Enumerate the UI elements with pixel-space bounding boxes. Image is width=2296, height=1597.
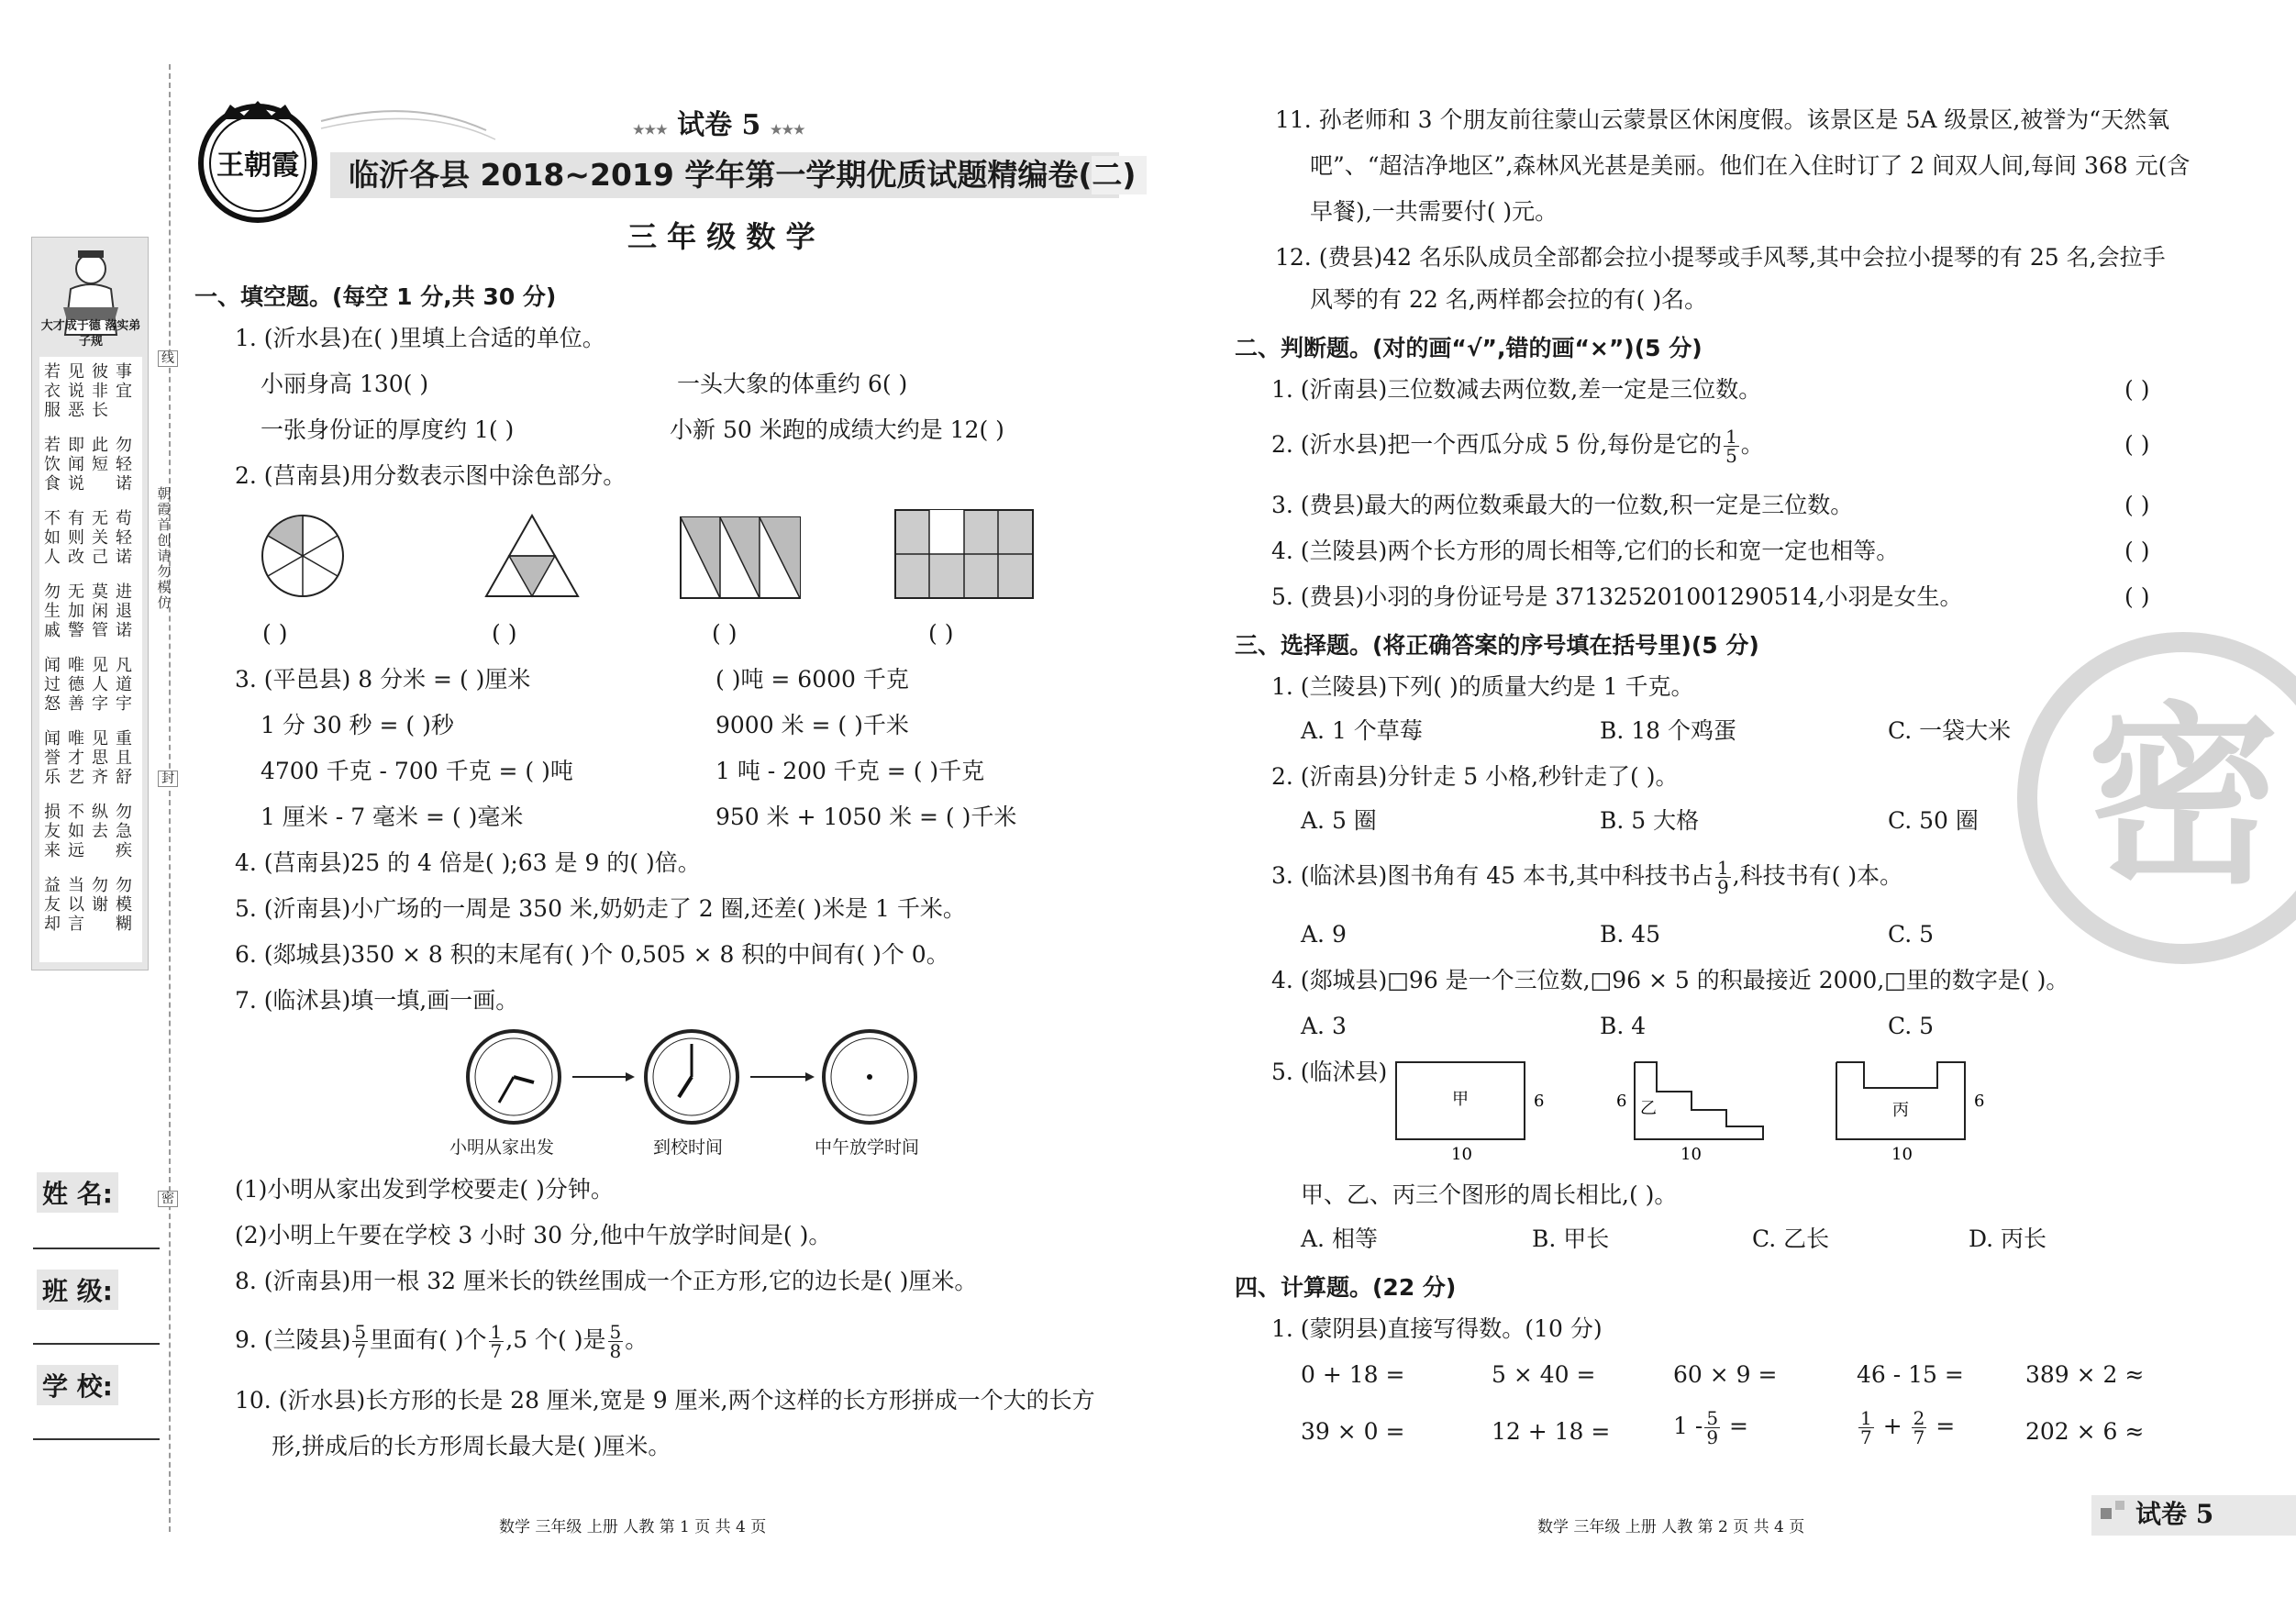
numerator: 1 [490, 1321, 503, 1343]
motto-col: 莫闲管 [92, 582, 108, 640]
class-label: 班 级: [37, 1270, 118, 1310]
q7a: (1)小明从家出发到学校要走( )分钟。 [235, 1176, 614, 1203]
clock2-label: 到校时间 [653, 1137, 724, 1158]
calc-item: 60 × 9 = [1673, 1361, 1778, 1388]
denominator: 5 [1725, 445, 1737, 467]
numerator: 1 [1860, 1407, 1872, 1429]
motto-col: 闻过怒 [44, 656, 61, 714]
name-label: 姓 名: [37, 1172, 118, 1213]
c5-question: 甲、乙、丙三个图形的周长相比,( )。 [1301, 1181, 1678, 1208]
c2-option-b[interactable]: B. 5 大格 [1600, 807, 1700, 834]
q9-part-a: 里面有( )个 [370, 1326, 487, 1353]
calc-item: 5 × 40 = [1492, 1361, 1596, 1388]
q9-end: 。 [625, 1326, 649, 1353]
c4-option-b[interactable]: B. 4 [1600, 1013, 1647, 1039]
motto-col: 勿生戚 [44, 582, 61, 640]
clock-arrive [646, 1031, 738, 1123]
motto-col: 无加警 [68, 582, 84, 640]
clock-sequence [459, 1026, 954, 1136]
calc-item: 202 × 6 ≈ [2025, 1418, 2145, 1445]
c3-option-b[interactable]: B. 45 [1600, 921, 1661, 948]
q12b: 风琴的有 22 名,两样都会拉的有( )名。 [1310, 286, 1708, 313]
brand-name: 王朝霞 [216, 150, 299, 182]
fraction-1-5 [1724, 427, 1739, 465]
footer-left: 数学 三年级 上册 人教 第 1 页 共 4 页 [499, 1518, 767, 1536]
binding-mark-secret: 密 [158, 1191, 178, 1207]
motto-col: 不如远 [68, 803, 84, 860]
star-decor: ★★★ [633, 123, 668, 138]
c3-text-end: ,科技书有( )本。 [1732, 862, 1903, 889]
j3: 3. (费县)最大的两位数乘最大的一位数,积一定是三位数。 [1271, 492, 1854, 518]
q1b: 一头大象的体重约 6( ) [677, 371, 908, 397]
q1a: 小丽身高 130( ) [261, 371, 429, 397]
q3: 3. (平邑县) 8 分米 = ( )厘米 [235, 666, 531, 693]
motto-columns [39, 357, 142, 962]
motto-col: 若饮食 [44, 436, 61, 494]
star-decor: ★★★ [770, 123, 805, 138]
calc-prefix: 1 - [1673, 1413, 1703, 1439]
motto-col: 即闻说 [68, 436, 84, 494]
equals: = [1729, 1413, 1748, 1439]
motto-col: 进退诺 [116, 582, 132, 640]
binding-mark-seal: 封 [158, 771, 178, 787]
numerator: 5 [354, 1321, 367, 1343]
j1-answer[interactable]: ( ) [2124, 376, 2150, 403]
corner-tag: 试卷 5 [2135, 1499, 2214, 1529]
motto-col: 闻誉乐 [44, 729, 61, 787]
motto-col: 当以言 [68, 876, 84, 934]
denominator: 9 [1716, 876, 1729, 898]
binding-mark-line: 线 [158, 350, 178, 367]
figure-circle [262, 516, 343, 596]
clock-depart [468, 1031, 560, 1123]
q1c: 一张身份证的厚度约 1( ) [261, 416, 515, 443]
clock1-label: 小明从家出发 [449, 1137, 555, 1158]
c1-option-c[interactable]: C. 一袋大米 [1888, 717, 2012, 744]
school-label: 学 校: [37, 1365, 118, 1405]
denominator: 9 [1706, 1426, 1719, 1448]
c1-option-a[interactable]: A. 1 个草莓 [1301, 717, 1423, 744]
section-calc: 四、计算题。(22 分) [1235, 1274, 1457, 1301]
c5-shapes [1385, 1055, 2027, 1165]
dim-width: 10 [1680, 1145, 1702, 1164]
fraction-5-7 [352, 1323, 368, 1360]
c1: 1. (兰陵县)下列( )的质量大约是 1 千克。 [1271, 673, 1694, 700]
motto-col: 勿轻诺 [116, 436, 132, 494]
motto-panel [31, 237, 149, 970]
dim-width: 10 [1451, 1145, 1472, 1164]
q10b: 形,拼成后的长方形周长最大是( )厘米。 [272, 1433, 671, 1459]
c3-text: 3. (临沭县)图书角有 45 本书,其中科技书占 [1271, 862, 1714, 889]
c3 [1271, 859, 1902, 896]
q2-figures [257, 505, 1046, 605]
c5: 5. (临沭县) [1271, 1059, 1388, 1085]
q3c: 9000 米 = ( )千米 [715, 712, 909, 738]
c5-option-a[interactable]: A. 相等 [1301, 1225, 1378, 1252]
c3-option-a[interactable]: A. 9 [1301, 921, 1347, 948]
numerator: 1 [1725, 426, 1737, 448]
j4-answer[interactable]: ( ) [2124, 538, 2150, 564]
fraction-2-7 [1912, 1409, 1927, 1447]
figure-triangle [486, 516, 578, 596]
q2-answer-1[interactable]: ( ) [262, 620, 288, 647]
corner-square-icon [2115, 1501, 2124, 1510]
c2: 2. (沂南县)分针走 5 小格,秒针走了( )。 [1271, 763, 1679, 790]
j1: 1. (沂南县)三位数减去两位数,差一定是三位数。 [1271, 376, 1762, 403]
motto-col: 损友来 [44, 803, 61, 860]
j3-answer[interactable]: ( ) [2124, 492, 2150, 518]
c2-option-c[interactable]: C. 50 圈 [1888, 807, 1979, 834]
figure-striped-rect [681, 517, 800, 598]
plus: + [1882, 1413, 1902, 1439]
motto-title: 大才成于德 落实弟子规 [40, 319, 141, 349]
class-field[interactable] [33, 1343, 160, 1345]
section-fill-blank: 一、填空题。(每空 1 分,共 30 分) [194, 283, 557, 310]
c4-option-a[interactable]: A. 3 [1301, 1013, 1347, 1039]
j2 [1271, 427, 1764, 465]
denominator: 7 [1913, 1426, 1925, 1448]
fraction-1-7 [489, 1323, 505, 1360]
denominator: 7 [490, 1340, 503, 1362]
calc-item: 46 - 15 = [1857, 1361, 1964, 1388]
shape-yi [1616, 1062, 1763, 1164]
school-field[interactable] [33, 1438, 160, 1440]
fraction-5-8 [608, 1323, 624, 1360]
motto-col: 勿谢 [92, 876, 108, 915]
name-field[interactable] [33, 1248, 160, 1249]
clock3-label: 中午放学时间 [815, 1137, 920, 1158]
q7b: (2)小明上午要在学校 3 小时 30 分,他中午放学时间是( )。 [235, 1222, 832, 1248]
motto-col: 无关己 [92, 509, 108, 567]
numerator: 2 [1913, 1407, 1925, 1429]
motto-col: 益友却 [44, 876, 61, 934]
q7: 7. (临沭县)填一填,画一画。 [235, 987, 519, 1014]
q6: 6. (郯城县)350 × 8 积的末尾有( )个 0,505 × 8 积的中间有( )个 0。 [235, 941, 949, 968]
exam-title: 临沂各县 2018~2019 学年第一学期优质试题精编卷(二) [349, 157, 1137, 193]
motto-col: 彼非长 [92, 362, 108, 420]
shape-yi-label: 乙 [1640, 1099, 1657, 1118]
c5-option-c[interactable]: C. 乙长 [1752, 1225, 1830, 1252]
q8: 8. (沂南县)用一根 32 厘米长的铁丝围成一个正方形,它的边长是( )厘米。 [235, 1268, 978, 1294]
motto-col: 见说恶 [68, 362, 84, 420]
figure-grid [895, 510, 1033, 598]
q3b: 1 分 30 秒 = ( )秒 [261, 712, 454, 738]
q3e: 1 吨 - 200 千克 = ( )千克 [715, 758, 985, 784]
stamp-text: 密 [2086, 683, 2280, 910]
q3f: 1 厘米 - 7 毫米 = ( )毫米 [261, 804, 524, 830]
motto-col: 见人字 [92, 656, 108, 714]
c4: 4. (郯城县)□96 是一个三位数,□96 × 5 的积最接近 2000,□里的数字是( )。 [1271, 967, 2069, 993]
j2-end: 。 [1740, 431, 1764, 458]
calc-item: 0 + 18 = [1301, 1361, 1405, 1388]
q11b: 吧”、“超洁净地区”,森林风光甚是美丽。他们在入住时订了 2 间双人间,每间 368 元(含 [1310, 152, 2191, 179]
side-note: 朝霞首创 请勿模仿 [157, 485, 172, 611]
shape-jia [1396, 1062, 1544, 1164]
c1-option-b[interactable]: B. 18 个鸡蛋 [1600, 717, 1737, 744]
q3a: ( )吨 = 6000 千克 [715, 666, 909, 693]
motto-col: 见思齐 [92, 729, 108, 787]
motto-col: 唯德善 [68, 656, 84, 714]
motto-col: 勿模糊 [116, 876, 132, 934]
q2-answer-2[interactable]: ( ) [492, 620, 517, 647]
q4: 4. (莒南县)25 的 4 倍是( );63 是 9 的( )倍。 [235, 849, 701, 876]
motto-col: 苟轻诺 [116, 509, 132, 567]
q12: 12. (费县)42 名乐队成员全部都会拉小提琴或手风琴,其中会拉小提琴的有 25 名,会拉手 [1275, 244, 2166, 271]
motto-col: 事宜 [116, 362, 132, 401]
motto-col: 有则改 [68, 509, 84, 567]
k1: 1. (蒙阴县)直接写得数。(10 分) [1271, 1315, 1603, 1342]
j4: 4. (兰陵县)两个长方形的周长相等,它们的长和宽一定也相等。 [1271, 538, 1900, 564]
fraction-1-9 [1715, 859, 1731, 896]
c5-option-d[interactable]: D. 丙长 [1969, 1225, 2047, 1252]
calc-item: 389 × 2 ≈ [2025, 1361, 2145, 1388]
c2-option-a[interactable]: A. 5 圈 [1301, 807, 1377, 834]
q5: 5. (沂南县)小广场的一周是 350 米,奶奶走了 2 圈,还差( )米是 1 千米。 [235, 895, 966, 922]
fraction-5-9 [1704, 1409, 1720, 1447]
numerator: 5 [1706, 1407, 1719, 1429]
binding-dash-line [169, 64, 171, 1532]
c3-option-c[interactable]: C. 5 [1888, 921, 1935, 948]
j5-answer[interactable]: ( ) [2124, 583, 2150, 610]
q9-prefix: 9. (兰陵县) [235, 1326, 351, 1353]
shape-jia-label: 甲 [1452, 1090, 1469, 1109]
calc-frac-plus [1857, 1409, 1955, 1447]
c4-option-c[interactable]: C. 5 [1888, 1013, 1935, 1039]
paper-tag-text: 试卷 5 [677, 109, 761, 141]
dim-height: 6 [1974, 1092, 1985, 1111]
motto-col: 唯才艺 [68, 729, 84, 787]
motto-col: 凡道宇 [116, 656, 132, 714]
motto-col: 不如人 [44, 509, 61, 567]
calc-item: 39 × 0 = [1301, 1418, 1405, 1445]
c5-option-b[interactable]: B. 甲长 [1532, 1225, 1610, 1252]
secret-stamp [2009, 624, 2296, 972]
section-judgement: 二、判断题。(对的画“√”,错的画“×”)(5 分) [1235, 335, 1703, 361]
q9 [235, 1323, 648, 1360]
q1: 1. (沂水县)在( )里填上合适的单位。 [235, 325, 605, 351]
q11: 11. 孙老师和 3 个朋友前往蒙山云蒙景区休闲度假。该景区是 5A 级景区,被誉为“天然氧 [1275, 106, 2170, 133]
denominator: 7 [1860, 1426, 1872, 1448]
numerator: 1 [1716, 857, 1729, 879]
q1d: 小新 50 米跑的成绩大约是 12( ) [670, 416, 1004, 443]
footer-right: 数学 三年级 上册 人教 第 2 页 共 4 页 [1537, 1518, 1805, 1536]
q2: 2. (莒南县)用分数表示图中涂色部分。 [235, 462, 627, 489]
motto-col: 勿急疾 [116, 803, 132, 860]
q2-answer-4[interactable]: ( ) [928, 620, 954, 647]
denominator: 7 [354, 1340, 367, 1362]
q3d: 4700 千克 - 700 千克 = ( )吨 [261, 758, 573, 784]
calc-item: 12 + 18 = [1492, 1418, 1611, 1445]
equals: = [1936, 1413, 1956, 1439]
calc-frac-minus [1673, 1409, 1748, 1447]
numerator: 5 [609, 1321, 622, 1343]
j5: 5. (费县)小羽的身份证号是 371325201001290514,小羽是女生。 [1271, 583, 1963, 610]
q9-part-b: ,5 个( )是 [505, 1326, 606, 1353]
dim-height: 6 [1534, 1092, 1545, 1111]
paper-tag [633, 110, 805, 146]
shape-bing-label: 丙 [1892, 1101, 1909, 1120]
clock-empty[interactable] [824, 1031, 915, 1123]
q3g: 950 米 + 1050 米 = ( )千米 [715, 804, 1017, 830]
motto-col: 重且舒 [116, 729, 132, 787]
q2-answer-3[interactable]: ( ) [712, 620, 738, 647]
j2-text: 2. (沂水县)把一个西瓜分成 5 份,每份是它的 [1271, 431, 1723, 458]
dim-height: 6 [1616, 1092, 1627, 1111]
fraction-1-7 [1858, 1409, 1874, 1447]
shape-bing [1836, 1062, 1984, 1164]
q10: 10. (沂水县)长方形的长是 28 厘米,宽是 9 厘米,两个这样的长方形拼成一个大的长方 [235, 1387, 1095, 1414]
corner-square-icon [2101, 1508, 2112, 1519]
j2-answer[interactable]: ( ) [2124, 431, 2150, 458]
q11c: 早餐),一共需要付( )元。 [1310, 198, 1558, 225]
motto-col: 此短 [92, 436, 108, 474]
denominator: 8 [609, 1340, 622, 1362]
section-choice: 三、选择题。(将正确答案的序号填在括号里)(5 分) [1235, 632, 1759, 659]
dim-width: 10 [1891, 1145, 1913, 1164]
motto-col: 纵去 [92, 803, 108, 841]
subject-title: 三 年 级 数 学 [627, 219, 815, 254]
motto-col: 若衣服 [44, 362, 61, 420]
